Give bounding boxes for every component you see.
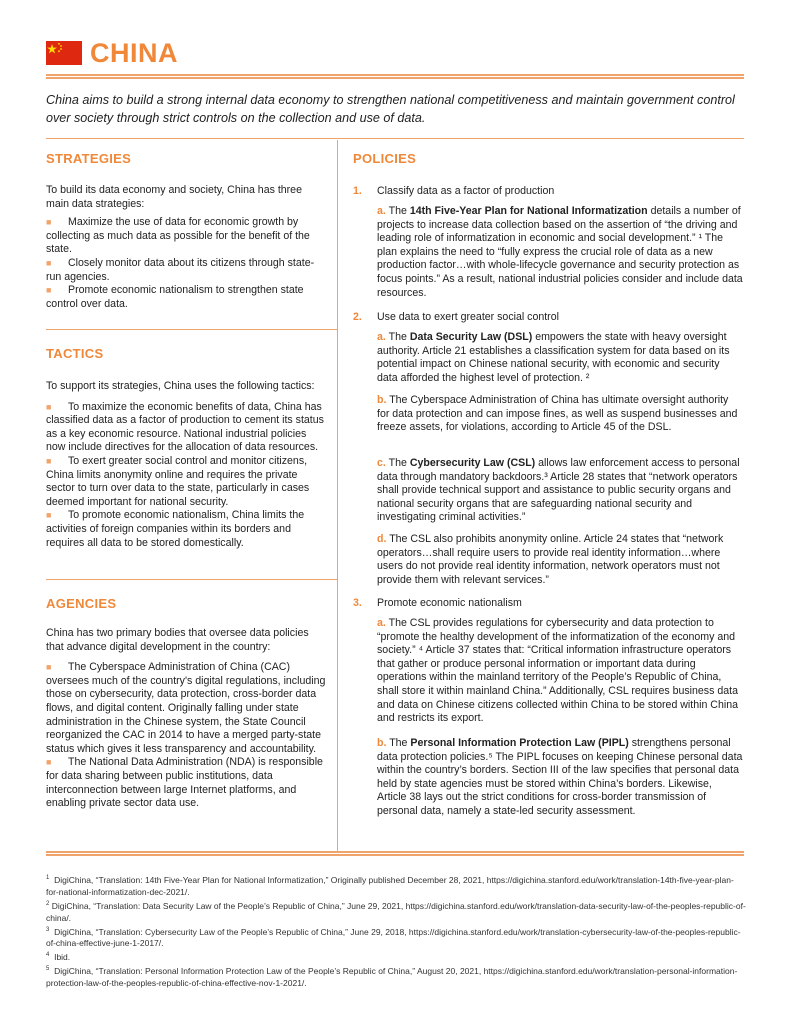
bullet-square-icon: ■	[46, 757, 52, 768]
tactics-lead: To support its strategies, China uses the following tactics:	[46, 380, 315, 392]
agency-item: ■ The Cyberspace Administration of China (CAC) oversees much of the country's digital regulations, including those on cybersecurity, data protection, cross-border data flows, and digital content. Originally falling under state administration in the Chinese system, the State Council reorganized the CAC in 2014 to have a merged party-state status which gives it less transparency and accountability.	[46, 661, 326, 755]
tactics-rule	[46, 579, 337, 580]
strategies-lead: To build its data economy and society, China has three main data strategies:	[46, 184, 302, 210]
footnote: $^4$ Ibid.	[46, 952, 71, 963]
bullet-square-icon: ■	[46, 285, 52, 296]
footnote: $^5$ DigiChina, “Translation: Personal Information Protection Law of the People’s Republic of China,” August 20, 2021, https://digichina.stanford.edu/work/translation-personal-information-protection-law-of-the-peoples-republic-of-china-effective-nov-1-2021/.	[46, 966, 738, 989]
agency-item: ■ The National Data Administration (NDA) is responsible for data sharing between public institutions, data interconnection between large Internet platforms, and enabling private sector data use.	[46, 756, 323, 810]
policy-label: Use data to exert greater social control	[377, 311, 559, 323]
column-divider	[337, 140, 338, 851]
policy-label: Classify data as a factor of production	[377, 185, 555, 197]
strategy-item: ■ Promote economic nationalism to strengthen state control over data.	[46, 284, 304, 310]
intro-rule	[46, 138, 744, 139]
policy-subitem: b. The Cyberspace Administration of China has ultimate oversight authority for data protection and can impose fines, as well as suspend businesses and freeze assets, for violations, according to Article 45 of the DSL.	[377, 394, 738, 434]
policies-body	[353, 185, 745, 835]
bullet-square-icon: ■	[46, 217, 52, 228]
footnote: $^3$ DigiChina, “Translation: Cybersecurity Law of the People’s Republic of China,” June 29, 2018, https://digichina.stanford.edu/work/translation-cybersecurity-law-of-the-peoples-republic-of-china-effective-june-1-2017/.	[46, 926, 741, 949]
footnotes	[46, 872, 746, 989]
policy-subitem: a. The 14th Five-Year Plan for National Informatization details a number of projects to increase data collection based on the assertion of “the driving and leading role of informatization in economic and social development.” ¹ The plan explains the need to “fully express the crucial role of data as a new production factor…with whole-lifecycle governance and security protection as focus points.” As a result, national industrial policies consider and include data resources.	[377, 205, 743, 299]
agencies-lead: China has two primary bodies that oversee data policies that advance digital development in the country:	[46, 627, 309, 653]
strategies-body	[46, 184, 326, 311]
footnote: $^2$ DigiChina, “Translation: Data Security Law of the People’s Republic of China,” June 29, 2021, https://digichina.stanford.edu/work/translation-data-security-law-of-the-peoples-republic-of-china/.	[46, 900, 746, 923]
header	[46, 38, 178, 68]
tactics-title: TACTICS	[46, 346, 104, 361]
tactic-item: ■ To exert greater social control and monitor citizens, China limits anonymity online and requires the private sector to turn over data to the state, particularly in cases deemed important for national security.	[46, 454, 310, 508]
tactic-item: ■ To promote economic nationalism, China limits the activities of foreign companies within its borders and requires all data to be stored domestically.	[46, 509, 305, 549]
agencies-body	[46, 627, 326, 811]
page-title: CHINA	[90, 37, 178, 68]
policy-number: 2.	[353, 311, 362, 323]
intro-text: China aims to build a strong internal data economy to strengthen national competitiveness and maintain government control over society through strict controls on the collection and use of data.	[46, 93, 735, 125]
footer-rule	[46, 851, 744, 856]
header-rule	[46, 74, 744, 79]
bullet-square-icon: ■	[46, 662, 52, 673]
policy-subitem: d. The CSL also prohibits anonymity online. Article 24 states that “network operators…shall require users to provide real identity information…where users do not provide real identity information, network operators must not provide them with relevant services.”	[377, 533, 724, 586]
strategy-item: ■ Maximize the use of data for economic growth by collecting as much data as possible for the benefit of the state.	[46, 216, 310, 256]
agencies-title: AGENCIES	[46, 596, 117, 611]
bullet-square-icon: ■	[46, 401, 52, 412]
footnote: $^1$ DigiChina, “Translation: 14th Five-Year Plan for National Informatization,” Originally published December 28, 2021, https://digichina.stanford.edu/work/translation-14th-five-year-plan-for-national-informatization-dec-2021/.	[46, 874, 734, 897]
bullet-square-icon: ■	[46, 455, 52, 466]
strategies-rule	[46, 329, 337, 330]
strategy-item: ■ Closely monitor data about its citizens through state-run agencies.	[46, 256, 315, 283]
policy-number: 1.	[353, 185, 362, 197]
policy-subitem: c. The Cybersecurity Law (CSL) allows law enforcement access to personal data through mandatory backdoors.³ Article 28 states that “network operators shall provide technical support and assistance to public security organs and national security organs that are safeguarding national security and investigating criminal activities.”	[377, 457, 740, 524]
policies-title: POLICIES	[353, 151, 417, 166]
policy-subitem: a. The Data Security Law (DSL) empowers the state with heavy oversight authority. Article 21 establishes a classification system for data based on its potential impact on Chinese national security, with economic and security data afforded the highest level of protection. ²	[377, 331, 730, 384]
strategies-title: STRATEGIES	[46, 151, 132, 166]
policy-subitem: b. The Personal Information Protection Law (PIPL) strengthens personal data protection policies.⁵ The PIPL focuses on keeping Chinese personal data within the country’s borders. Section III of the law specifies that personal data held by state agencies must be stored within China’s borders. Likewise, Article 38 lays out the strict conditions for cross-border transmission of personal data, namely a state-led security assessment.	[377, 737, 743, 817]
tactics-body	[46, 380, 326, 550]
policy-number: 3.	[353, 597, 362, 609]
tactic-item: ■ To maximize the economic benefits of data, China has classified data as a factor of production to cement its status as a key economic resource. National industrial policies now include directives for the allocation of data resources.	[46, 400, 324, 454]
bullet-square-icon: ■	[46, 257, 52, 268]
bullet-square-icon: ■	[46, 510, 52, 521]
policy-label: Promote economic nationalism	[377, 597, 522, 609]
china-flag-icon	[46, 41, 82, 65]
policy-subitem: a. The CSL provides regulations for cybersecurity and data protection to “promote the healthy development of the informatization of the economy and society.” ⁴ Article 37 states that: “Critical information infrastructure operators that gather or produce personal information or important data during operations within the mainland territory of the People’s Republic of China, shall store it within mainland China.” Additionally, CSL requires business data and data on Chinese citizens collected within China to be stored within China and restricts its export.	[377, 617, 738, 725]
